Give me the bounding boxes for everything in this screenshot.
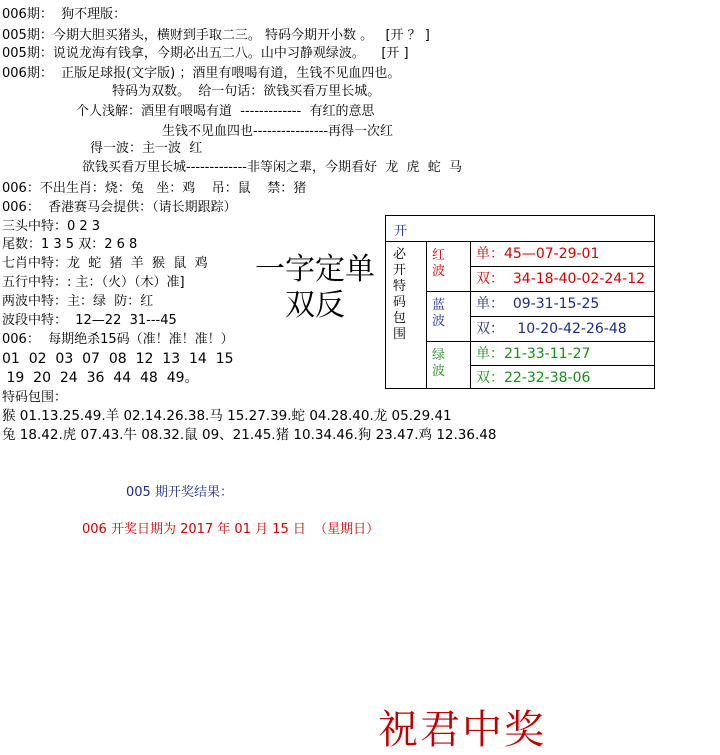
blue-single-numbers: 单： 09-31-15-25 — [476, 296, 600, 312]
line-great-wall: 欲钱买看万里长城-------------非等闲之辈，今期看好 龙 虎 蛇 马 — [82, 160, 463, 175]
line-main-wave-red: 得一波：主一波 红 — [90, 141, 203, 156]
line-006-dog-version: 006期： 狗不理版： — [2, 7, 127, 22]
line-005-results: 005 期开奖结果： — [126, 485, 233, 500]
line-006-draw-date: 006 开奖日期为 2017 年 01 月 15 日 （星期日） — [82, 522, 380, 537]
blessing-text: 祝君中奖 — [378, 707, 546, 753]
green-wave-label: 绿波 — [432, 348, 446, 379]
green-double-numbers: 双：22-32-38-06 — [476, 370, 591, 386]
line-money-red-again: 生钱不见血四也----------------再得一次红 — [162, 124, 394, 139]
line-005-pig-hint: 005期：今期大胆买猪头，横财到手取二三。 特码今期开小数 。 [开 ？ ] — [2, 28, 430, 43]
line-zodiac-numbers-1: 猴 01.13.25.49.羊 02.14.26.38.马 15.27.39.蛇 04.28.40.龙 05.29.41 — [2, 408, 452, 424]
line-006-football-news: 006期： 正版足球报(文字版) ；酒里有喂喝有道，生钱不见血四也。 — [2, 66, 401, 81]
line-seven-zodiac: 七肖中特：龙 蛇 猪 羊 猴 鼠 鸡 — [2, 256, 208, 271]
line-005-dragon-hint: 005期：说说龙海有钱拿，今期必出五二八。山中习静观绿波。 [开 ] — [2, 46, 409, 61]
special-code-table — [385, 215, 655, 389]
table-side-label: 必开特码包围 — [393, 247, 407, 342]
line-zodiac-numbers-2: 兔 18.42.虎 07.43.牛 08.32.鼠 09、21.45.猪 10.34.46.狗 23.47.鸡 12.36.48 — [2, 427, 497, 443]
line-no-zodiac: 006：不出生肖：烧：兔 坐：鸡 吊：鼠 禁：猪 — [2, 181, 307, 196]
line-jockey-club: 006： 香港赛马会提供：（请长期跟踪） — [2, 200, 237, 215]
line-personal-explain: 个人浅解：酒里有喂喝有道 ------------- 有红的意思 — [76, 104, 375, 119]
green-single-numbers: 单：21-33-11-27 — [476, 346, 591, 362]
line-kill-15: 006： 每期绝杀15码（准！准！准！） — [2, 332, 234, 347]
line-tail-numbers: 尾数：1 3 5 双：2 6 8 — [2, 237, 138, 252]
line-kill-numbers-2: 19 20 24 36 44 48 49。 — [2, 370, 199, 386]
red-wave-label: 红波 — [432, 248, 446, 279]
red-double-numbers: 双： 34-18-40-02-24-12 — [476, 271, 646, 287]
line-special-even: 特码为双数。 给一句话：欲钱买看万里长城。 — [112, 84, 381, 99]
blue-double-numbers: 双： 10-20-42-26-48 — [476, 321, 627, 337]
blue-wave-label: 蓝波 — [432, 298, 446, 329]
line-two-waves: 两波中特：主：绿 防：红 — [2, 294, 154, 309]
middle-big-text: 一字定单双反 — [255, 252, 375, 323]
table-header: 开 — [394, 224, 408, 239]
line-three-heads: 三头中特：0 2 3 — [2, 219, 101, 234]
red-single-numbers: 单：45—07-29-01 — [476, 246, 600, 262]
line-five-elements: 五行中特：: 主：（火）（木）准] — [2, 275, 185, 290]
line-wave-range: 波段中特： 12—22 31---45 — [2, 313, 177, 328]
line-special-surround: 特码包围： — [2, 390, 68, 405]
line-kill-numbers-1: 01 02 03 07 08 12 13 14 15 — [2, 351, 234, 367]
